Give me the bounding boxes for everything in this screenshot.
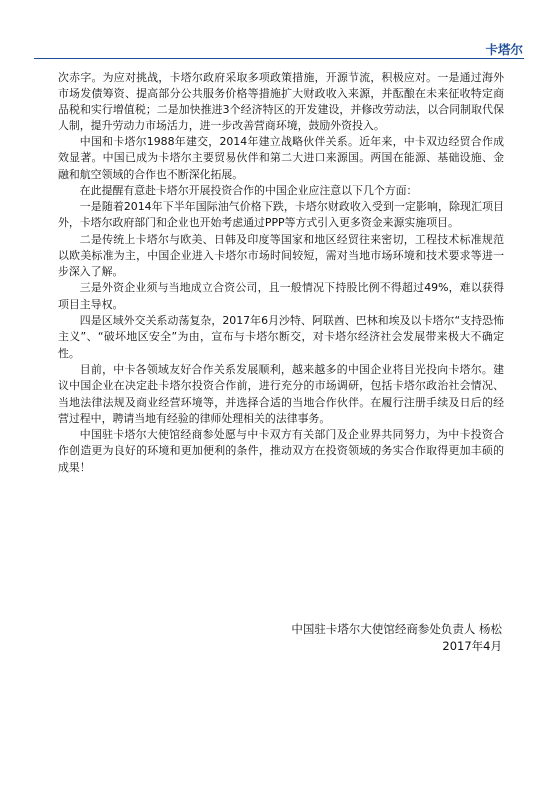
paragraph-point-three: 三是外资企业须与当地成立合资公司，且一般情况下持股比例不得超过49%，难以获得项目主导权。 [58,281,504,311]
header-divider [34,58,524,59]
paragraph-bilateral-relations: 中国和卡塔尔1988年建交，2014年建立战略伙伴关系。近年来，中卡双边经贸合作成效显著。中国已成为卡塔尔主要贸易伙伴和第二大进口来源国。两国在能源、基础设施、金融和航空领域的合作也不断深化拓展。 [58,135,504,181]
paragraph-reminder-intro: 在此提醒有意赴卡塔尔开展投资合作的中国企业应注意以下几个方面： [79,183,418,197]
document-body [58,70,504,476]
paragraph-closing: 中国驻卡塔尔大使馆经商参处愿与中卡双方有关部门及企业界共同努力，为中卡投资合作创造更为良好的环境和更加便利的条件，推动双方在投资领域的务实合作取得更加丰硕的成果！ [58,428,504,474]
signature-block [102,621,502,655]
signature-author: 中国驻卡塔尔大使馆经商参处负责人 杨松 [291,622,502,636]
paragraph-point-four: 四是区域外交关系动荡复杂，2017年6月沙特、阿联酋、巴林和埃及以卡塔尔“支持恐怖主义”、“破坏地区安全”为由，宣布与卡塔尔断交，对卡塔尔经济社会发展带来极大不确定性。 [58,314,504,360]
signature-date: 2017年4月 [442,638,502,653]
paragraph-point-one: 一是随着2014年下半年国际油气价格下跌，卡塔尔财政收入受到一定影响，除现汇项目外，卡塔尔政府部门和企业也开始考虑通过PPP等方式引入更多资金来源实施项目。 [58,199,504,230]
paragraph-intro-continuation: 次赤字。为应对挑战，卡塔尔政府采取多项政策措施，开源节流，积极应对。一是通过海外市场发债筹资、提高部分公共服务价格等措施扩大财政收入来源，并酝酿在未来征收特定商品税和实行增值税；二是加快推进3个经济特区的开发建设，并修改劳动法，以合同制取代保人制，提升劳动力市场活力，进一步改善营商环境，鼓励外资投入。 [58,71,504,133]
page-header-title: 卡塔尔 [485,42,523,57]
paragraph-point-two: 二是传统上卡塔尔与欧美、日韩及印度等国家和地区经贸往来密切，工程技术标准规范以欧美标准为主，中国企业进入卡塔尔市场时间较短，需对当地市场环境和技术要求等进一步深入了解。 [58,232,504,279]
paragraph-recommendation: 目前，中卡各领域友好合作关系发展顺利，越来越多的中国企业将目光投向卡塔尔。建议中国企业在决定赴卡塔尔投资合作前，进行充分的市场调研，包括卡塔尔政治社会情况、当地法律法规及商业经营环境等，并选择合适的当地合作伙伴。在履行注册手续及日后的经营过程中，聘请当地有经验的律师处理相关的法律事务。 [58,362,504,425]
